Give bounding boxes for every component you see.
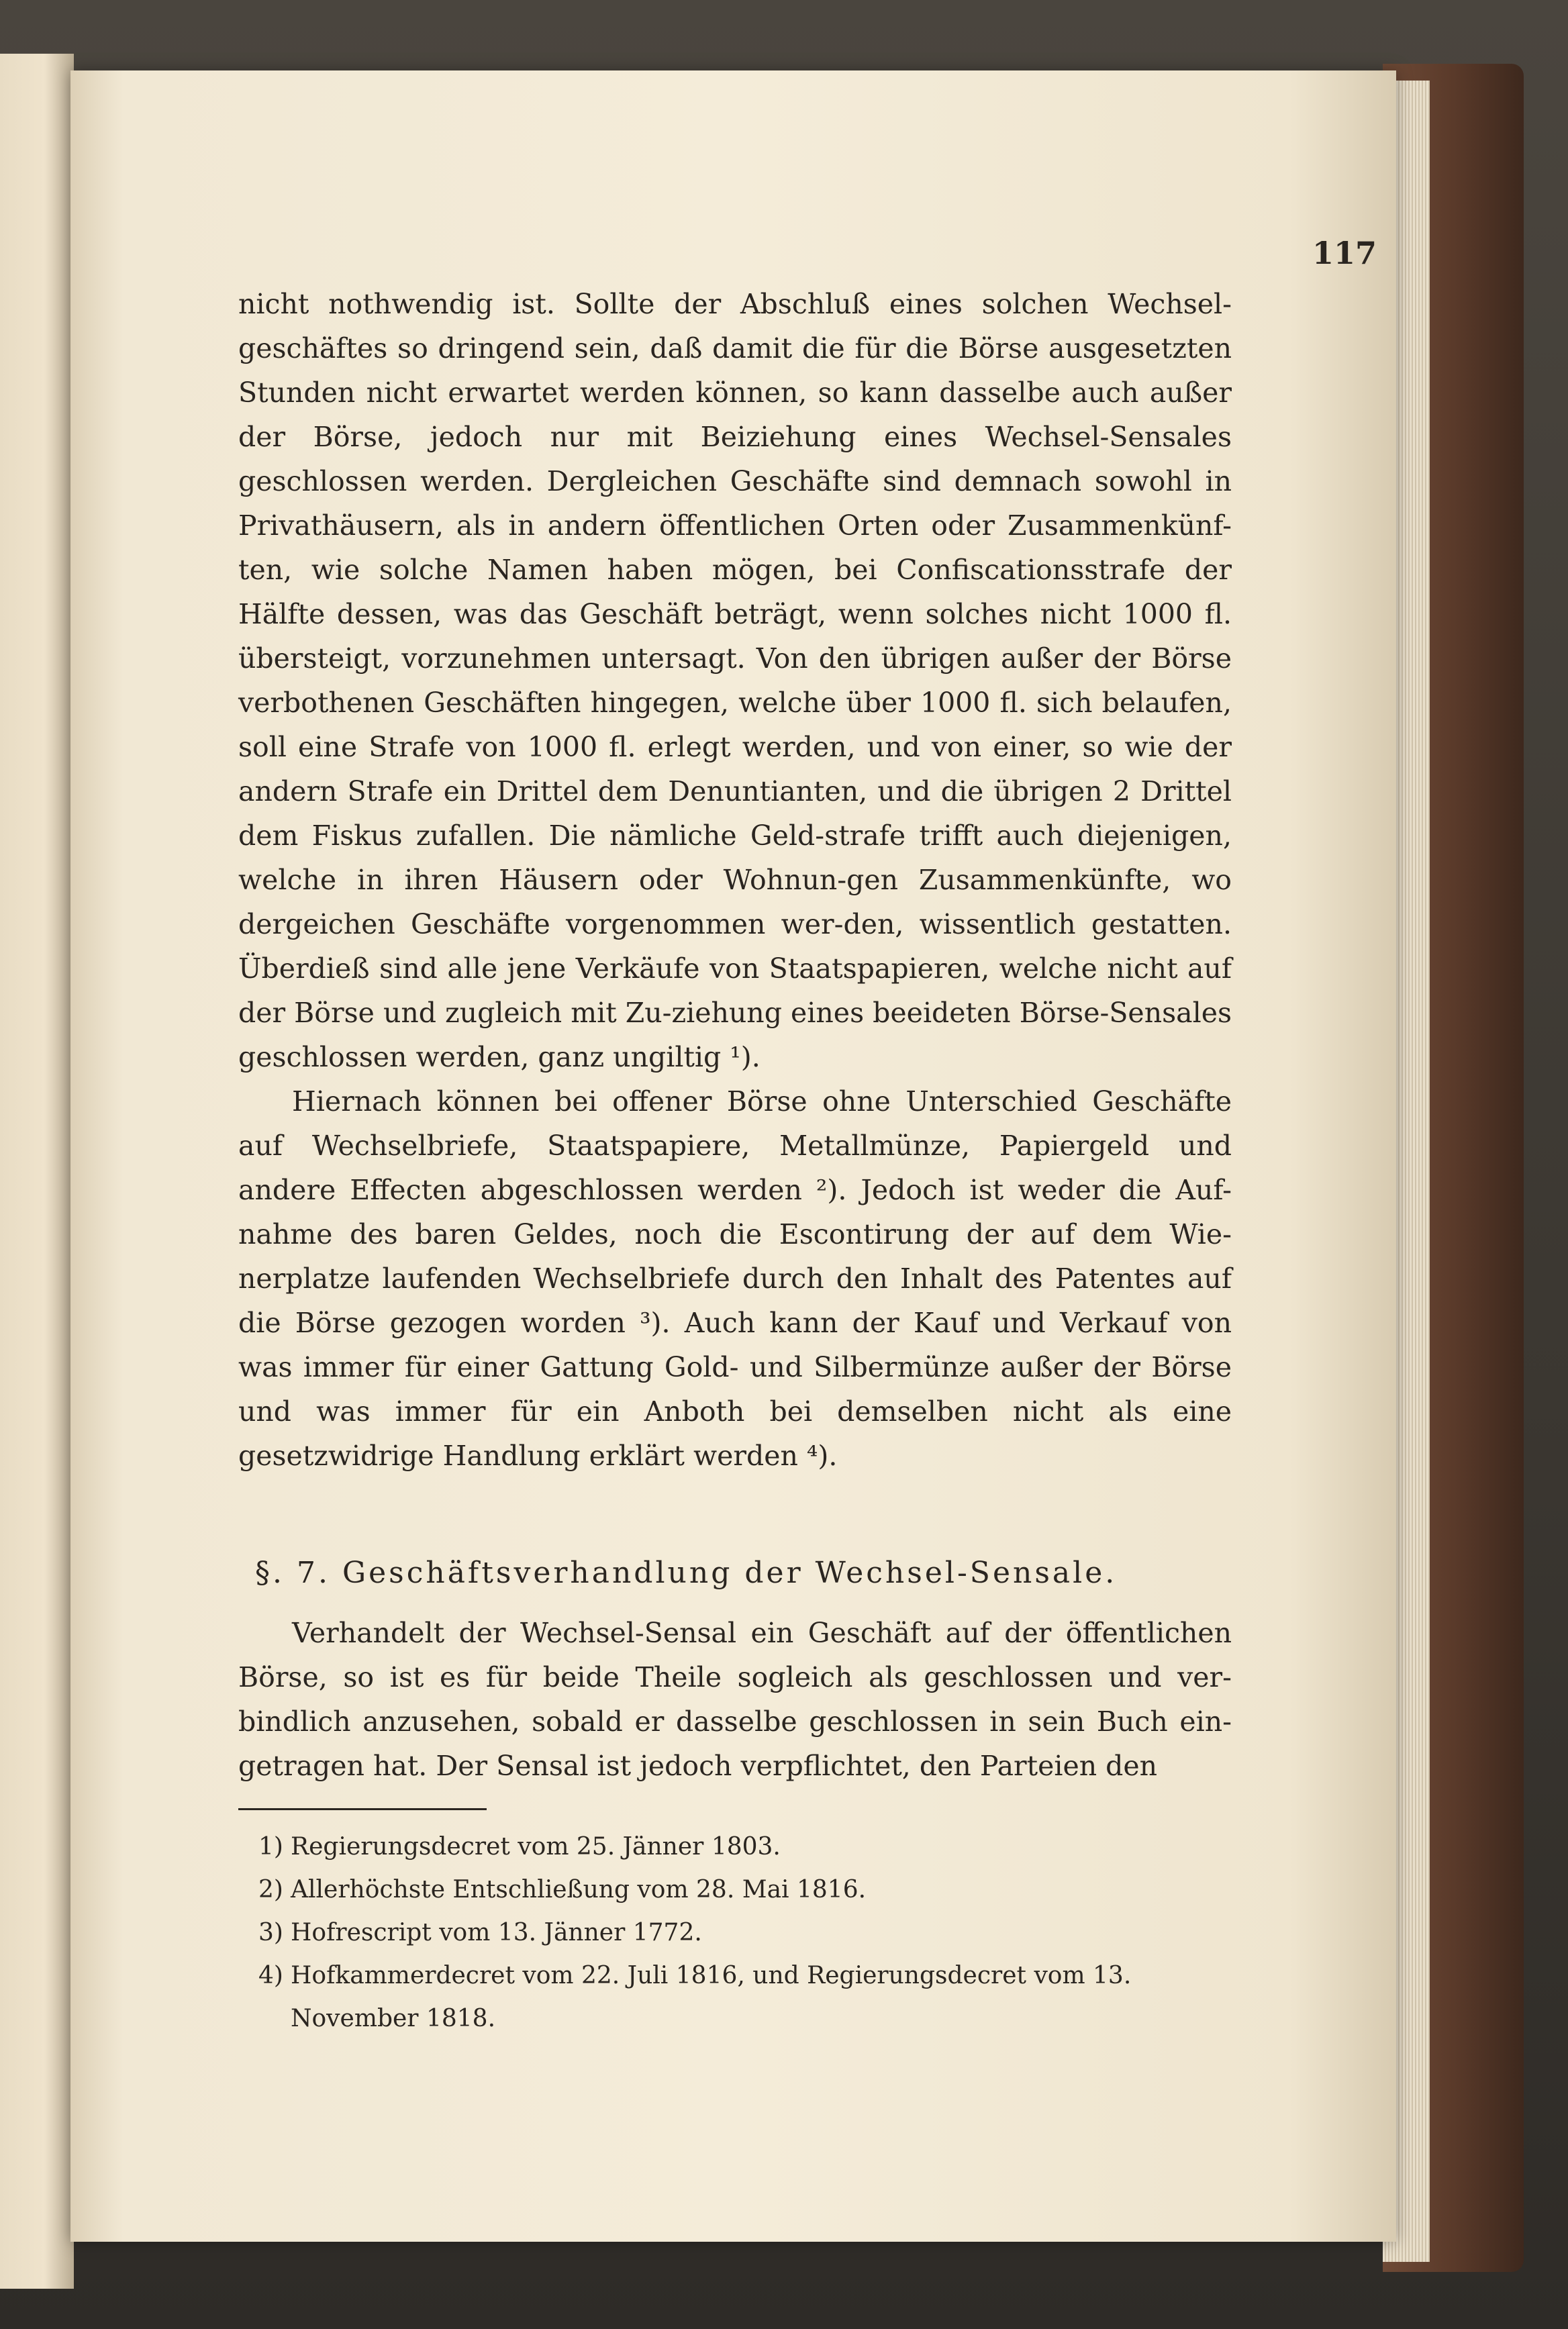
footnote-text: Regierungsdecret vom 25. Jänner 1803. [291,1833,781,1861]
footnote-text: Hofrescript vom 13. Jänner 1772. [291,1919,702,1946]
footnote-number: 2) [258,1876,283,1903]
footnote-2 [258,1869,1232,1912]
footnote-4 [258,1954,1232,2040]
section-heading: §. 7. Geschäftsverhandlung der Wechsel-Sensale. [255,1556,1118,1590]
footnote-1 [258,1826,1232,1869]
footnote-text: Hofkammerdecret vom 22. Juli 1816, und Regierungsdecret vom 13. November 1818. [291,1962,1132,2032]
footnote-text: Allerhöchste Entschließung vom 28. Mai 1816. [291,1876,867,1903]
footnote-number: 4) [258,1962,283,1989]
section-paragraph: Verhandelt der Wechsel-Sensal ein Geschäft auf der öffentlichen Börse, so ist es für beide Theile sogleich als geschlossen und ver-bindlich anzusehen, sobald er dasselbe geschlossen in sein Buch ein-getragen hat. Der Sensal ist jedoch verpflichtet, den Parteien den [238,1617,1232,1782]
footnote-rule [238,1808,487,1810]
page-number: 117 [1312,235,1377,271]
paragraph-1: nicht nothwendig ist. Sollte der Abschluß eines solchen Wechsel-geschäftes so dringend sein, daß damit die für die Börse ausgesetzten Stunden nicht erwartet werden können, so kann dasselbe auch außer der Börse, jedoch nur mit Beiziehung eines Wechsel-Sensales geschlossen werden. Dergleichen Geschäfte sind demnach sowohl in Privathäusern, als in andern öffentlichen Orten oder Zusammenkünf-ten, wie solche Namen haben mögen, bei Confiscationsstrafe der Hälfte dessen, was das Geschäft beträgt, wenn solches nicht 1000 fl. übersteigt, vorzunehmen untersagt. Von den übrigen außer der Börse verbothenen Geschäften hingegen, welche über 1000 fl. sich belaufen, soll eine Strafe von 1000 fl. erlegt werden, und von einer, so wie der andern Strafe ein Drittel dem Denuntianten, und die übrigen 2 Drittel dem Fiskus zufallen. Die nämliche Geld-strafe trifft auch diejenigen, welche in ihren Häusern oder Wohnun-gen Zusammenkünfte, wo dergeichen Geschäfte vorgenommen wer-den, wissentlich gestatten. Überdieß sind alle jene Verkäufe von Staatspapieren, welche nicht auf der Börse und zugleich mit Zu-ziehung eines beeideten Börse-Sensales geschlossen werden, ganz ungiltig ¹). [238,288,1232,1073]
main-text [238,282,1232,1478]
paragraph-2: Hiernach können bei offener Börse ohne Unterschied Geschäfte auf Wechselbriefe, Staatspapiere, Metallmünze, Papiergeld und andere Effecten abgeschlossen werden ²). Jedoch ist weder die Auf-nahme des baren Geldes, noch die Escontirung der auf dem Wie-nerplatze laufenden Wechselbriefe durch den Inhalt des Patentes auf die Börse gezogen worden ³). Auch kann der Kauf und Verkauf von was immer für einer Gattung Gold- und Silbermünze außer der Börse und was immer für ein Anboth bei demselben nicht als eine gesetzwidrige Handlung erklärt werden ⁴). [238,1085,1232,1472]
footnote-number: 3) [258,1919,283,1946]
section-text [238,1611,1232,1788]
footnotes [258,1826,1232,2040]
left-page-edge [0,54,74,2289]
footnote-number: 1) [258,1833,283,1861]
footnote-3 [258,1912,1232,1954]
